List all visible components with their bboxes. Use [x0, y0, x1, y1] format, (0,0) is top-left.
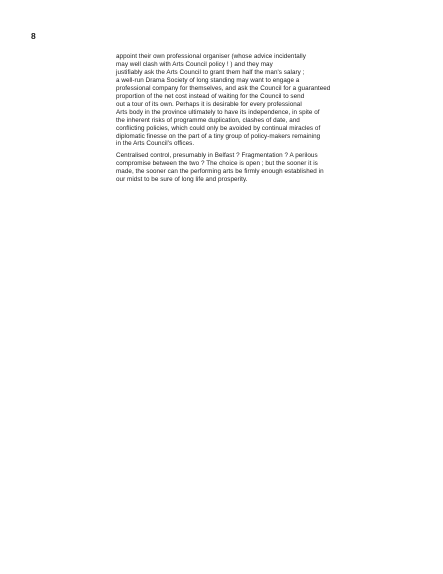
text-line: professional company for themselves, and ask the Council for a guaranteed: [116, 84, 331, 92]
body-text: [116, 53, 382, 184]
paragraph-1: [116, 53, 382, 148]
text-line: compromise between the two ? The choice is open ; but the sooner it is: [116, 160, 318, 168]
text-line: Arts body in the province ultimately to have its independence, in spite of: [116, 108, 320, 116]
text-line: our midst to be sure of long life and prosperity.: [116, 176, 248, 184]
text-line: proportion of the net cost instead of waiting for the Council to send: [116, 92, 305, 100]
text-line: conflicting policies, which could only be avoided by continual miracles of: [116, 124, 321, 132]
paragraph-2: [116, 152, 382, 184]
text-line: may well clash with Arts Council policy ! ) and they may: [116, 60, 273, 68]
text-line: made, the sooner can the performing arts be firmly enough established in: [116, 168, 324, 176]
text-line: Centralised control, presumably in Belfast ? Fragmentation ? A perilous: [116, 152, 318, 160]
text-line: the inherent risks of programme duplication, clashes of date, and: [116, 116, 300, 124]
text-line: a well-run Drama Society of long standing may want to engage a: [116, 76, 300, 84]
page-number: 8: [31, 31, 36, 41]
text-line: appoint their own professional organiser (whose advice incidentally: [116, 53, 306, 60]
text-line: in the Arts Council's offices.: [116, 140, 195, 148]
text-line: justifiably ask the Arts Council to grant them half the man's salary ;: [116, 68, 305, 76]
text-line: out a tour of its own. Perhaps it is desirable for every professional: [116, 100, 302, 108]
text-line: diplomatic finesse on the part of a tiny group of policy-makers remaining: [116, 132, 321, 140]
